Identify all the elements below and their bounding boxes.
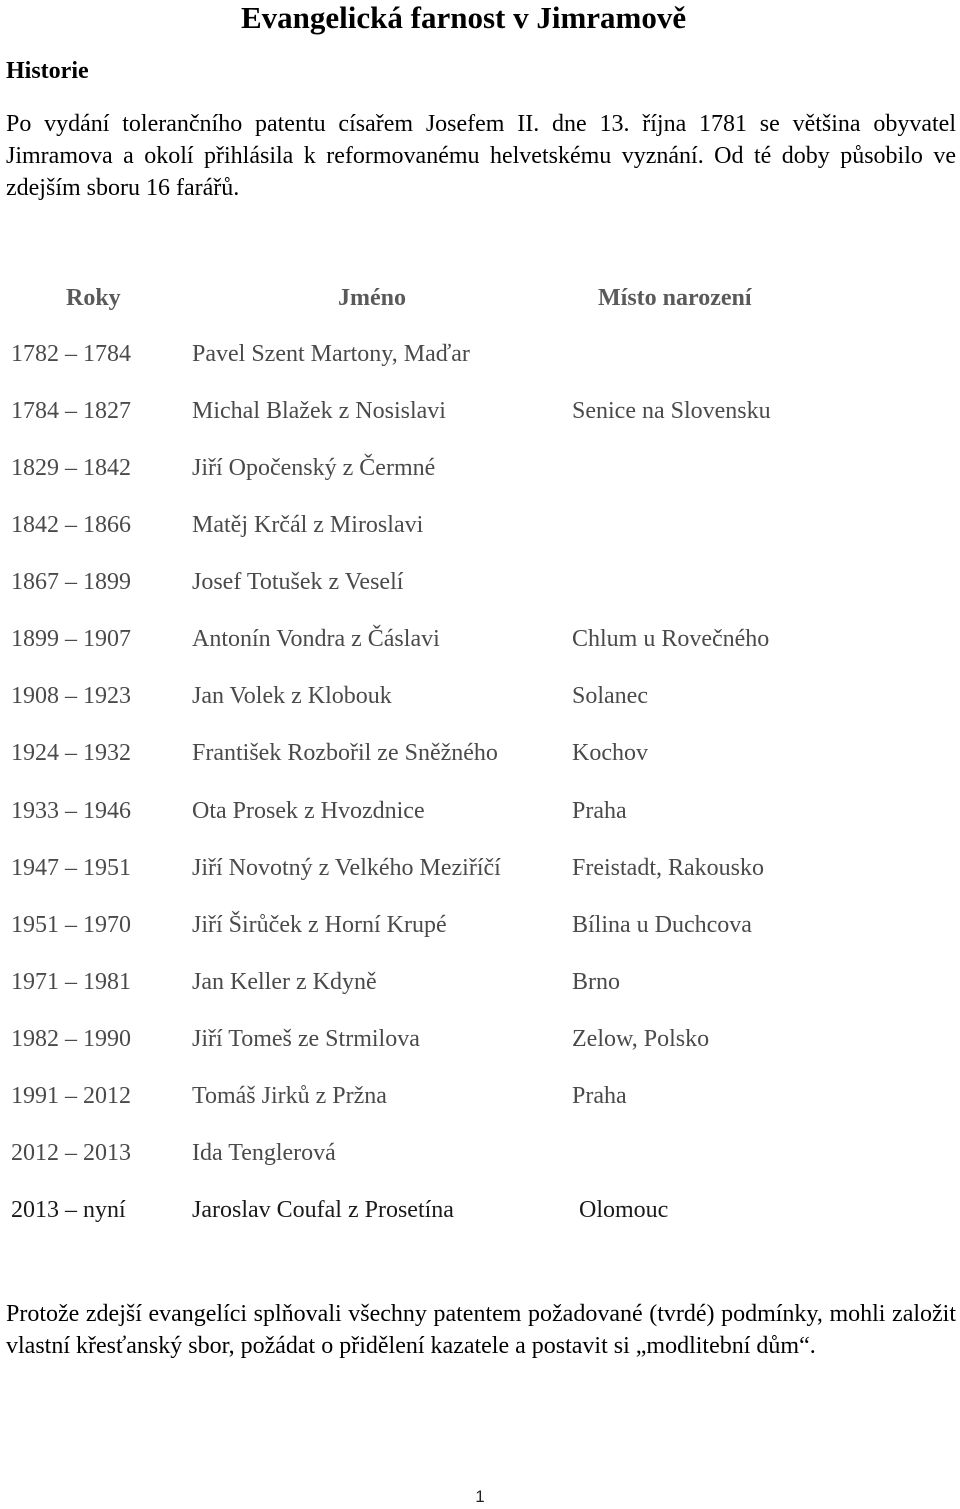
cell-name: Tomáš Jirků z Pržna [192,1082,387,1109]
cell-years: 1842 – 1866 [11,512,131,539]
cell-place: Praha [572,1082,627,1109]
cell-years: 1971 – 1981 [11,968,131,995]
cell-years: 1991 – 2012 [11,1082,131,1109]
table-row [11,564,956,621]
cell-years: 1908 – 1923 [11,683,131,710]
column-header-name: Jméno [338,285,406,311]
cell-years: 1933 – 1946 [11,797,131,824]
table-row [11,1192,956,1249]
cell-place: Brno [572,968,620,995]
table-row [11,678,956,735]
cell-years: 1782 – 1784 [11,341,131,367]
cell-years: 1924 – 1932 [11,740,131,767]
table-row [11,393,956,450]
cell-place: Bílina u Duchcova [572,911,752,938]
cell-place: Kochov [572,740,648,767]
cell-place: Praha [572,797,627,824]
cell-name: Jan Keller z Kdyně [192,968,377,995]
cell-years: 1951 – 1970 [11,911,131,938]
cell-name: Jan Volek z Klobouk [192,683,392,710]
table-row [11,1021,956,1078]
cell-place: Senice na Slovensku [572,398,771,425]
cell-name: Michal Blažek z Nosislavi [192,398,446,425]
cell-years: 2013 – nyní [11,1196,126,1223]
cell-place: Zelow, Polsko [572,1025,710,1052]
table-row [11,621,956,678]
cell-name: Antonín Vondra z Čáslavi [192,626,440,653]
cell-name: František Rozbořil ze Sněžného [192,740,498,767]
page-title: Evangelická farnost v Jimramově [241,0,687,35]
column-header-place: Místo narození [598,285,752,311]
intro-paragraph: Po vydání tolerančního patentu císařem Josefem II. dne 13. října 1781 se většina obyvatel Jimramova a okolí přihlásila k reformovanému helvetskému vyznání. Od té doby působilo ve zdejším sboru 16 farářů. [6,111,956,201]
table-row [11,850,956,907]
cell-name: Jiří Tomeš ze Strmilova [192,1025,420,1052]
column-header-years: Roky [66,285,121,311]
cell-years: 2012 – 2013 [11,1139,131,1166]
cell-years: 1947 – 1951 [11,854,131,881]
cell-name: Jiří Širůček z Horní Krupé [192,911,447,938]
cell-years: 1829 – 1842 [11,455,131,482]
cell-name: Ida Tenglerová [192,1139,336,1166]
page-number: 1 [475,1487,485,1506]
cell-name: Pavel Szent Martony, Maďar [192,341,470,367]
cell-name: Jiří Novotný z Velkého Meziříčí [192,854,501,881]
cell-name: Jaroslav Coufal z Prosetína [192,1196,454,1223]
cell-name: Jiří Opočenský z Čermné [192,455,436,482]
cell-years: 1982 – 1990 [11,1025,131,1052]
cell-name: Matěj Krčál z Miroslavi [192,512,424,539]
pastors-table [11,336,956,1249]
table-row [11,793,956,850]
cell-place: Chlum u Rovečného [572,626,770,653]
cell-place: Olomouc [579,1196,669,1223]
table-row [11,907,956,964]
cell-place: Freistadt, Rakousko [572,854,764,881]
table-row [11,450,956,507]
cell-name: Ota Prosek z Hvozdnice [192,797,425,824]
cell-years: 1784 – 1827 [11,398,131,425]
cell-name: Josef Totušek z Veselí [192,569,404,596]
table-row [11,1135,956,1192]
table-row [11,735,956,792]
table-row [11,336,956,393]
section-heading: Historie [6,58,89,84]
table-row [11,507,956,564]
cell-place: Solanec [572,683,648,710]
table-row [11,964,956,1021]
table-row [11,1078,956,1135]
cell-years: 1867 – 1899 [11,569,131,596]
closing-paragraph: Protože zdejší evangelíci splňovali všechny patentem požadované (tvrdé) podmínky, mohli založit vlastní křesťanský sbor, požádat o přidělení kazatele a postavit si „modlitební dům“. [6,1301,956,1359]
cell-years: 1899 – 1907 [11,626,131,653]
